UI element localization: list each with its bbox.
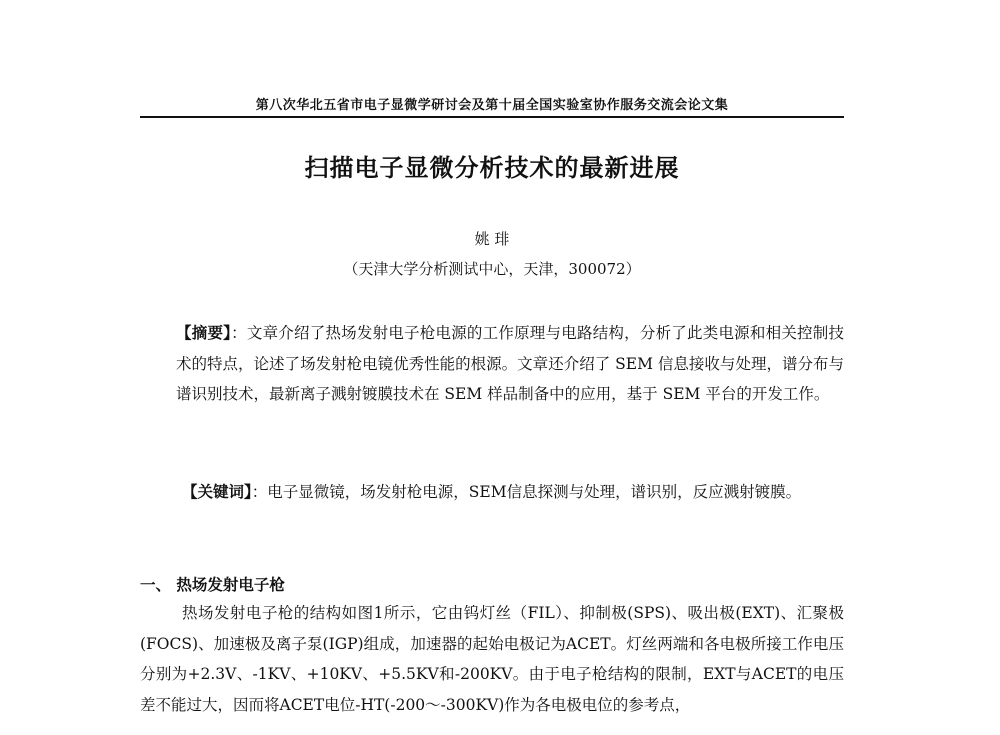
section-heading: 一、 热场发射电子枪 xyxy=(140,576,285,594)
author-affiliation: （天津大学分析测试中心，天津，300072） xyxy=(343,260,641,278)
keywords-text: ：电子显微镜，场发射枪电源，SEM信息探测与处理，谱识别，反应溅射镀膜。 xyxy=(251,483,802,501)
body-paragraph: 热场发射电子枪的结构如图1所示，它由钨灯丝（FIL）、抑制极(SPS)、吸出极(EXT)、汇聚极(FOCS)、加速极及离子泵(IGP)组成，加速器的起始电极记为ACET。灯丝两端和各电极所接工作电压分别为+2.3V、-1KV、+10KV、+5.5KV和-200KV。由于电子枪结构的限制，EXT与ACET的电压差不能过大，因而将ACET电位-HT(-200～-300KV)作为各电极电位的参考点， xyxy=(140,604,844,714)
abstract xyxy=(176,318,844,410)
paper-title: 扫描电子显微分析技术的最新进展 xyxy=(304,154,680,182)
running-header: 第八次华北五省市电子显微学研讨会及第十届全国实验室协作服务交流会论文集 xyxy=(255,98,729,113)
header-rule xyxy=(140,116,844,118)
author-name: 姚 琲 xyxy=(474,230,510,248)
keywords xyxy=(140,477,844,507)
abstract-label: 【摘要】 xyxy=(176,324,232,342)
abstract-text: ：文章介绍了热场发射电子枪电源的工作原理与电路结构，分析了此类电源和相关控制技术的特点，论述了场发射枪电镜优秀性能的根源。文章还介绍了 SEM 信息接收与处理，谱分布与谱识别技术，最新离子溅射镀膜技术在 SEM 样品制备中的应用，基于 SEM 平台的开发工作。 xyxy=(176,324,844,403)
keywords-label: 【关键词】 xyxy=(182,483,252,501)
